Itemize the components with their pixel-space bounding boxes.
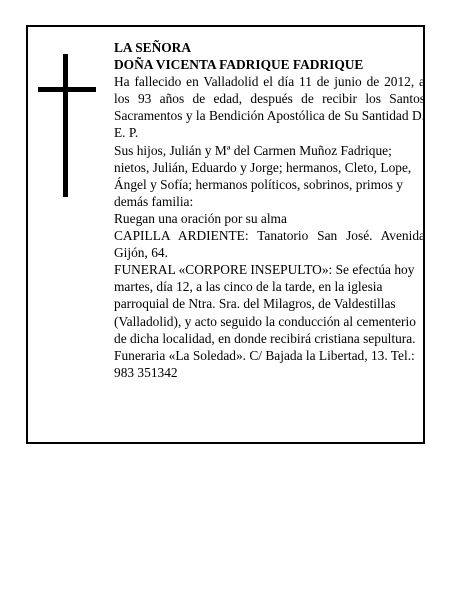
cross-horizontal-bar (38, 87, 96, 92)
notice-title: LA SEÑORA (114, 40, 192, 55)
latin-cross-icon (38, 54, 96, 197)
deceased-name: DOÑA VICENTA FADRIQUE FADRIQUE (114, 57, 364, 73)
obituary-text (114, 39, 425, 381)
family-members: Sus hijos, Julián y Mª del Carmen Muñoz Fadrique; nietos, Julián, Eduardo y Jorge; hermanos, Cleto, Lope, Ángel y Sofía; hermanos políticos, sobrinos, primos y demás familia: (114, 142, 412, 209)
cross-vertical-bar (63, 54, 68, 197)
chapel-info: CAPILLA ARDIENTE: Tanatorio San José. Avenida Gijón, 64. (114, 228, 425, 261)
death-announcement: Ha fallecido en Valladolid el día 11 de junio de 2012, a los 93 años de edad, después de recibir los Santos Sacramentos y la Bendición Apostólica de Su Santidad D. E. P. (114, 74, 425, 141)
prayer-request: Ruegan una oración por su alma (114, 210, 287, 226)
funeral-home-info: Funeraria «La Soledad». C/ Bajada la Libertad, 13. Tel.: 983 351342 (114, 347, 415, 380)
funeral-info: FUNERAL «CORPORE INSEPULTO»: Se efectúa hoy martes, día 12, a las cinco de la tarde, en la iglesia parroquial de Ntra. Sra. del Milagros, de Valdestillas (Valladolid), y acto seguido la conducción al cementerio de dicha localidad, en donde recibirá cristiana sepultura. (114, 262, 416, 346)
